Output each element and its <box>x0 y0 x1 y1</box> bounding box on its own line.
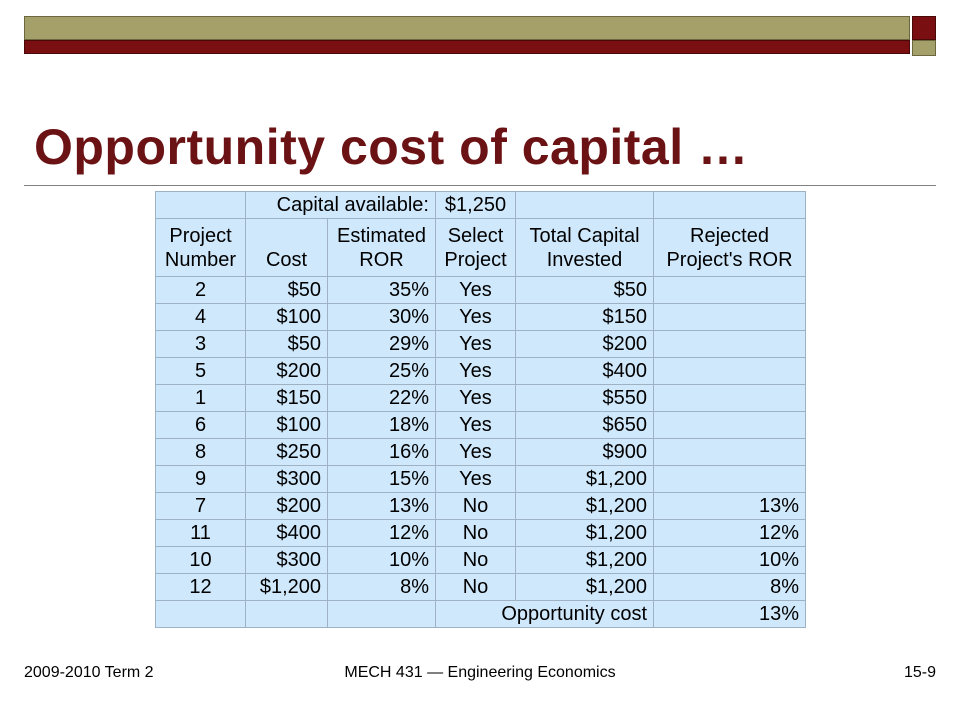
select-cell: Yes <box>436 439 516 466</box>
select-cell: Yes <box>436 385 516 412</box>
header-line: Project <box>169 224 232 247</box>
table-header-row <box>156 219 806 277</box>
project-number-cell: 8 <box>156 439 246 466</box>
table-row <box>156 574 806 601</box>
select-cell: No <box>436 574 516 601</box>
cost-cell: $200 <box>246 358 328 385</box>
project-number-cell: 10 <box>156 547 246 574</box>
ror-cell: 29% <box>328 331 436 358</box>
rejected-ror-cell <box>654 304 806 331</box>
rejected-ror-cell <box>654 277 806 304</box>
cost-cell: $1,200 <box>246 574 328 601</box>
ror-cell: 25% <box>328 358 436 385</box>
capital-available-value: $1,250 <box>436 192 516 219</box>
footer-slide-number: 15-9 <box>903 664 936 681</box>
ror-cell: 18% <box>328 412 436 439</box>
total-invested-cell: $1,200 <box>516 574 654 601</box>
table-row <box>156 331 806 358</box>
opportunity-cost-value: 13% <box>654 601 806 628</box>
corner-square-maroon <box>912 16 936 40</box>
project-number-cell: 11 <box>156 520 246 547</box>
ror-cell: 15% <box>328 466 436 493</box>
total-invested-cell: $1,200 <box>516 493 654 520</box>
header-line: Cost <box>265 248 308 271</box>
table-cell <box>328 601 436 628</box>
ror-cell: 8% <box>328 574 436 601</box>
ror-cell: 13% <box>328 493 436 520</box>
project-number-cell: 2 <box>156 277 246 304</box>
cost-cell: $250 <box>246 439 328 466</box>
rejected-ror-cell <box>654 439 806 466</box>
select-cell: No <box>436 547 516 574</box>
header-line: Invested <box>546 248 623 271</box>
header-line: Select <box>447 224 504 247</box>
header-line <box>252 224 321 248</box>
rejected-ror-cell <box>654 412 806 439</box>
cost-cell: $200 <box>246 493 328 520</box>
total-invested-cell: $200 <box>516 331 654 358</box>
table-row <box>156 277 806 304</box>
table-row <box>156 385 806 412</box>
ror-cell: 35% <box>328 277 436 304</box>
table-row <box>156 412 806 439</box>
header-band-olive <box>24 16 910 40</box>
table-cell <box>156 601 246 628</box>
rejected-ror-cell <box>654 385 806 412</box>
project-number-cell: 7 <box>156 493 246 520</box>
total-invested-cell: $50 <box>516 277 654 304</box>
table-cell <box>516 192 654 219</box>
select-cell: Yes <box>436 277 516 304</box>
table-row <box>156 520 806 547</box>
header-line: ROR <box>359 248 404 271</box>
ror-cell: 10% <box>328 547 436 574</box>
header-line: Project's ROR <box>666 248 793 271</box>
project-number-cell: 6 <box>156 412 246 439</box>
total-invested-cell: $550 <box>516 385 654 412</box>
total-invested-cell: $400 <box>516 358 654 385</box>
cost-cell: $50 <box>246 331 328 358</box>
footer-course: MECH 431 — Engineering Economics <box>344 664 616 681</box>
header-select-project <box>436 219 516 277</box>
ror-cell: 16% <box>328 439 436 466</box>
ror-cell: 22% <box>328 385 436 412</box>
header-line: Total Capital <box>529 224 640 247</box>
header-total-capital-invested <box>516 219 654 277</box>
table-row <box>156 439 806 466</box>
select-cell: Yes <box>436 304 516 331</box>
select-cell: No <box>436 520 516 547</box>
rejected-ror-cell <box>654 331 806 358</box>
opportunity-cost-row <box>156 601 806 628</box>
table-row <box>156 358 806 385</box>
cost-cell: $150 <box>246 385 328 412</box>
footer-term: 2009-2010 Term 2 <box>24 664 154 681</box>
header-line: Rejected <box>690 224 769 247</box>
table-cell <box>246 601 328 628</box>
cost-cell: $100 <box>246 412 328 439</box>
cost-cell: $50 <box>246 277 328 304</box>
project-number-cell: 4 <box>156 304 246 331</box>
cost-cell: $300 <box>246 547 328 574</box>
total-invested-cell: $650 <box>516 412 654 439</box>
opportunity-cost-label: Opportunity cost <box>436 601 654 628</box>
select-cell: Yes <box>436 466 516 493</box>
rejected-ror-cell: 8% <box>654 574 806 601</box>
table-row <box>156 304 806 331</box>
header-line: Project <box>444 248 507 271</box>
capital-table <box>155 191 806 628</box>
total-invested-cell: $900 <box>516 439 654 466</box>
table-row <box>156 466 806 493</box>
capital-available-label: Capital available: <box>246 192 436 219</box>
header-estimated-ror <box>328 219 436 277</box>
select-cell: Yes <box>436 412 516 439</box>
slide-title: Opportunity cost of capital … <box>34 119 749 175</box>
table-row <box>156 493 806 520</box>
rejected-ror-cell <box>654 466 806 493</box>
cost-cell: $100 <box>246 304 328 331</box>
cost-cell: $300 <box>246 466 328 493</box>
capital-available-row <box>156 192 806 219</box>
select-cell: Yes <box>436 358 516 385</box>
total-invested-cell: $150 <box>516 304 654 331</box>
total-invested-cell: $1,200 <box>516 520 654 547</box>
project-number-cell: 9 <box>156 466 246 493</box>
corner-square-olive <box>912 40 936 56</box>
title-underline <box>24 185 936 186</box>
rejected-ror-cell: 13% <box>654 493 806 520</box>
header-line: Estimated <box>337 224 426 247</box>
header-rejected-ror <box>654 219 806 277</box>
rejected-ror-cell <box>654 358 806 385</box>
ror-cell: 12% <box>328 520 436 547</box>
header-cost <box>246 219 328 277</box>
cost-cell: $400 <box>246 520 328 547</box>
rejected-ror-cell: 12% <box>654 520 806 547</box>
select-cell: Yes <box>436 331 516 358</box>
header-band-maroon <box>24 40 910 54</box>
select-cell: No <box>436 493 516 520</box>
table-row <box>156 547 806 574</box>
ror-cell: 30% <box>328 304 436 331</box>
project-number-cell: 3 <box>156 331 246 358</box>
total-invested-cell: $1,200 <box>516 547 654 574</box>
rejected-ror-cell: 10% <box>654 547 806 574</box>
table-cell <box>654 192 806 219</box>
project-number-cell: 5 <box>156 358 246 385</box>
total-invested-cell: $1,200 <box>516 466 654 493</box>
project-number-cell: 1 <box>156 385 246 412</box>
header-project-number <box>156 219 246 277</box>
table-cell <box>156 192 246 219</box>
project-number-cell: 12 <box>156 574 246 601</box>
header-line: Number <box>164 248 237 271</box>
